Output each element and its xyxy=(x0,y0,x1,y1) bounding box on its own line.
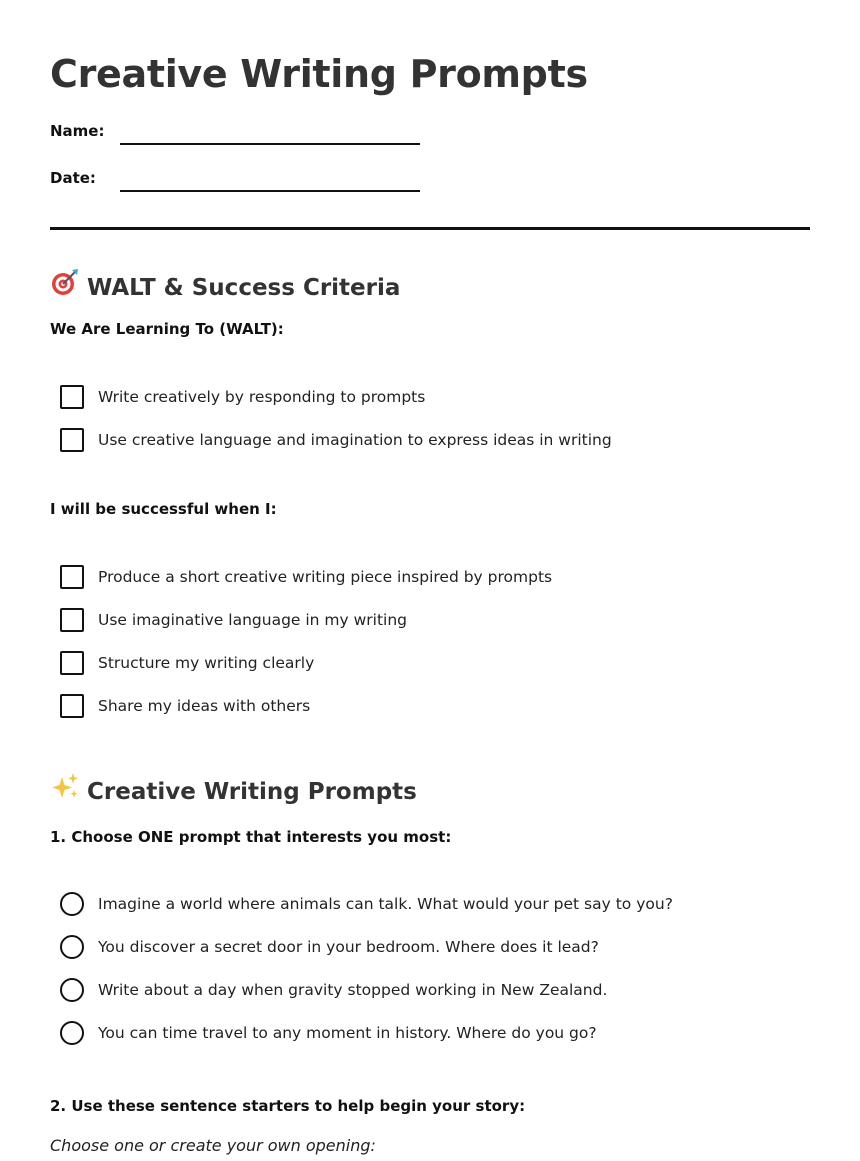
question-1: 1. Choose ONE prompt that interests you most: xyxy=(50,828,452,846)
checkbox[interactable] xyxy=(60,694,84,718)
walt-section-heading xyxy=(50,267,400,305)
success-item[interactable] xyxy=(60,564,800,590)
prompts-heading-text: Creative Writing Prompts xyxy=(87,779,417,805)
prompt-option[interactable] xyxy=(60,891,800,917)
checkbox[interactable] xyxy=(60,428,84,452)
starter-note: Choose one or create your own opening: xyxy=(50,1136,376,1155)
date-field xyxy=(50,168,470,198)
name-label: Name: xyxy=(50,122,105,140)
date-input-line[interactable] xyxy=(120,190,420,192)
prompt-option-label: You discover a secret door in your bedroom. Where does it lead? xyxy=(98,938,599,956)
walt-item[interactable] xyxy=(60,384,800,410)
success-item-label: Structure my writing clearly xyxy=(98,654,315,672)
checkbox[interactable] xyxy=(60,608,84,632)
prompt-option[interactable] xyxy=(60,1020,800,1046)
success-item-label: Produce a short creative writing piece inspired by prompts xyxy=(98,568,553,586)
success-item[interactable] xyxy=(60,607,800,633)
success-item-label: Use imaginative language in my writing xyxy=(98,611,408,629)
page-title: Creative Writing Prompts xyxy=(50,52,588,96)
success-item[interactable] xyxy=(60,650,800,676)
prompts-section-heading xyxy=(50,771,417,809)
radio-button[interactable] xyxy=(60,978,84,1002)
success-item[interactable] xyxy=(60,693,800,719)
success-item-label: Share my ideas with others xyxy=(98,697,311,715)
prompt-option-label: Imagine a world where animals can talk. What would your pet say to you? xyxy=(98,895,673,913)
name-field xyxy=(50,121,470,151)
prompt-option-label: You can time travel to any moment in history. Where do you go? xyxy=(98,1024,597,1042)
date-label: Date: xyxy=(50,169,96,187)
checkbox[interactable] xyxy=(60,565,84,589)
radio-button[interactable] xyxy=(60,892,84,916)
checkbox[interactable] xyxy=(60,651,84,675)
sparkles-icon xyxy=(50,771,80,809)
walt-item-label: Use creative language and imagination to express ideas in writing xyxy=(98,431,612,449)
name-input-line[interactable] xyxy=(120,143,420,145)
walt-item[interactable] xyxy=(60,427,800,453)
prompt-option-label: Write about a day when gravity stopped working in New Zealand. xyxy=(98,981,608,999)
question-2: 2. Use these sentence starters to help begin your story: xyxy=(50,1097,526,1115)
walt-heading-text: WALT & Success Criteria xyxy=(87,275,401,301)
prompt-option[interactable] xyxy=(60,977,800,1003)
checkbox[interactable] xyxy=(60,385,84,409)
prompt-option[interactable] xyxy=(60,934,800,960)
radio-button[interactable] xyxy=(60,1021,84,1045)
header-divider xyxy=(50,227,810,230)
radio-button[interactable] xyxy=(60,935,84,959)
walt-item-label: Write creatively by responding to prompts xyxy=(98,388,426,406)
target-icon xyxy=(50,267,80,305)
success-criteria-label: I will be successful when I: xyxy=(50,500,277,518)
walt-label: We Are Learning To (WALT): xyxy=(50,320,284,338)
